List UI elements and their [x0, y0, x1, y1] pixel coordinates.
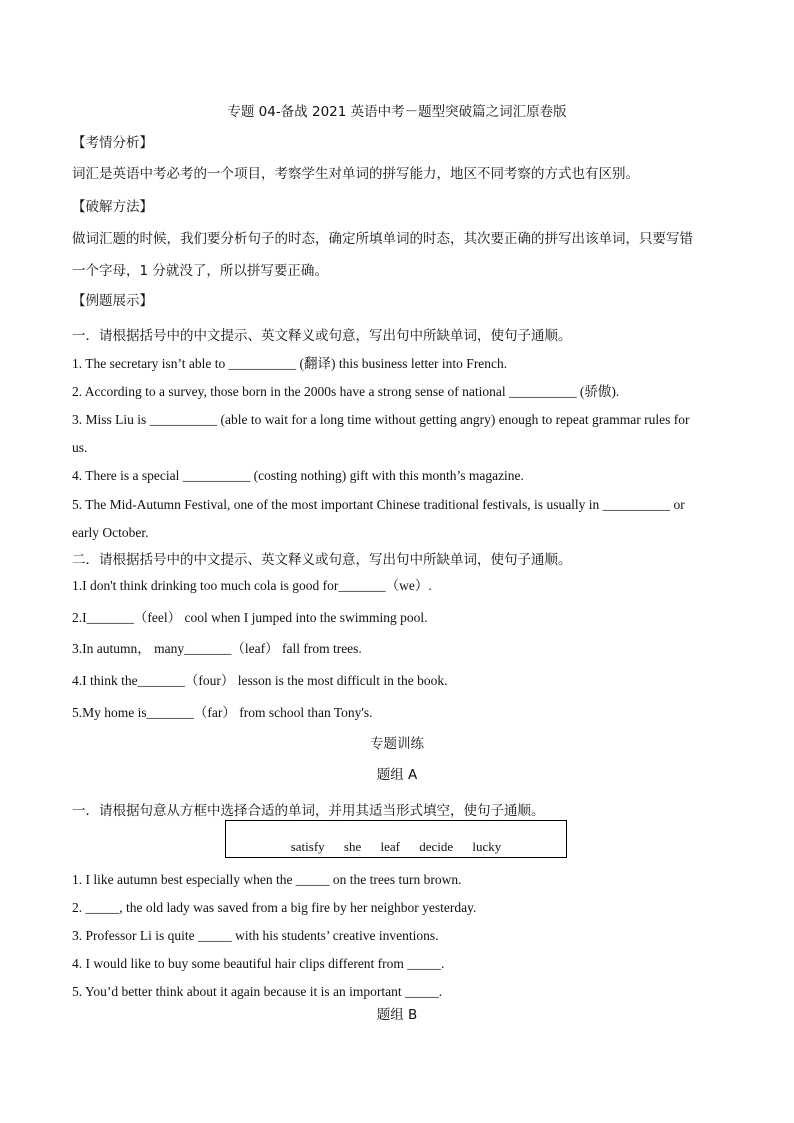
- word-bank-box: [225, 820, 567, 858]
- word-bank-item: lucky: [472, 839, 502, 854]
- word-bank-item: decide: [419, 839, 454, 854]
- part1-line: 1. The secretary isn’t able to __________ (翻译) this business letter into French.: [72, 356, 508, 371]
- part2-line: 4.I think the_______（four） lesson is the most difficult in the book.: [72, 673, 448, 688]
- word-bank-item: she: [343, 839, 362, 854]
- examples-heading: 【例题展示】: [72, 293, 153, 309]
- part2-line: 3.In autumn， many_______（leaf） fall from trees.: [72, 641, 362, 656]
- part1-line: us.: [72, 440, 88, 455]
- part2-line: 2.I_______（feel） cool when I jumped into the swimming pool.: [72, 610, 428, 625]
- part1-instruction: 一．请根据括号中的中文提示、英文释义或句意，写出句中所缺单词，使句子通顺。: [72, 328, 572, 344]
- word-bank-item: satisfy: [290, 839, 325, 854]
- method-text-line-1: 做词汇题的时候，我们要分析句子的时态，确定所填单词的时态，其次要正确的拼写出该单词，只要写错: [72, 231, 693, 247]
- part2-instruction: 二．请根据括号中的中文提示、英文释义或句意，写出句中所缺单词，使句子通顺。: [72, 552, 572, 568]
- group-b-heading: 题组 B: [376, 1007, 418, 1023]
- part1-line: early October.: [72, 525, 149, 540]
- document-title: 专题 04-备战 2021 英语中考－题型突破篇之词汇原卷版: [227, 104, 567, 120]
- analysis-text: 词汇是英语中考必考的一个项目，考察学生对单词的拼写能力，地区不同考察的方式也有区别。: [72, 166, 639, 182]
- training-line: 5. You’d better think about it again because it is an important _____.: [72, 984, 443, 999]
- method-text-line-2: 一个字母，1 分就没了，所以拼写要正确。: [72, 263, 328, 279]
- part1-line: 4. There is a special __________ (costing nothing) gift with this month’s magazine.: [72, 468, 524, 483]
- word-bank: [226, 839, 566, 855]
- part2-line: 1.I don't think drinking too much cola is good for_______（we）.: [72, 578, 432, 593]
- analysis-heading: 【考情分析】: [72, 135, 153, 151]
- training-instruction: 一．请根据句意从方框中选择合适的单词，并用其适当形式填空，使句子通顺。: [72, 803, 545, 819]
- method-heading: 【破解方法】: [72, 199, 153, 215]
- training-heading: 专题训练: [370, 736, 424, 752]
- part1-line: 3. Miss Liu is __________ (able to wait for a long time without getting angry) enough to repeat grammar rules for: [72, 412, 690, 427]
- training-line: 1. I like autumn best especially when the _____ on the trees turn brown.: [72, 872, 462, 887]
- word-bank-item: leaf: [380, 839, 400, 854]
- training-line: 4. I would like to buy some beautiful hair clips different from _____.: [72, 956, 445, 971]
- training-line: 2. _____, the old lady was saved from a big fire by her neighbor yesterday.: [72, 900, 477, 915]
- training-line: 3. Professor Li is quite _____ with his students’ creative inventions.: [72, 928, 439, 943]
- part1-line: 5. The Mid-Autumn Festival, one of the most important Chinese traditional festivals, is usually in __________ or: [72, 497, 685, 512]
- part1-line: 2. According to a survey, those born in the 2000s have a strong sense of national __________ (骄傲).: [72, 384, 620, 399]
- part2-line: 5.My home is_______（far） from school than Tony's.: [72, 705, 373, 720]
- group-a-heading: 题组 A: [376, 767, 418, 783]
